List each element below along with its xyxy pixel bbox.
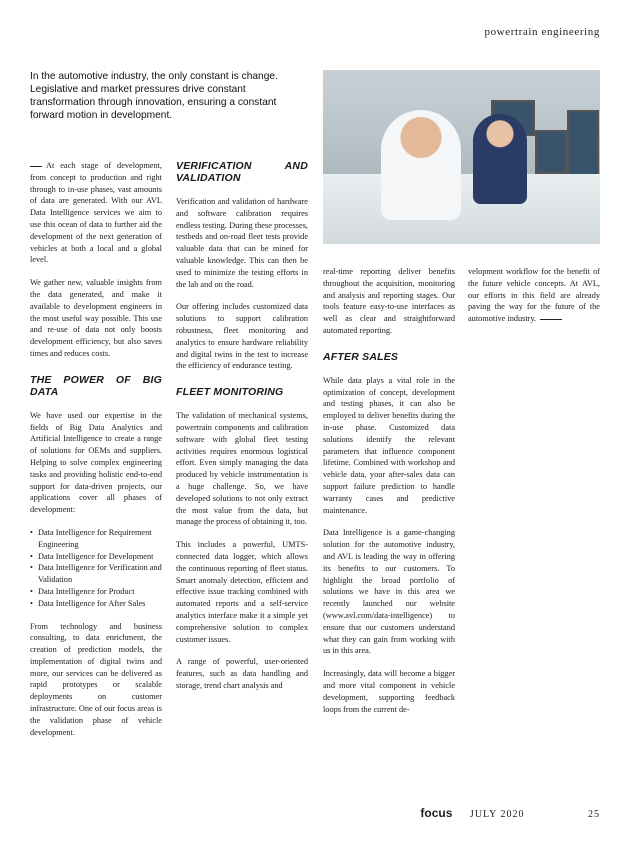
paragraph: The validation of mechanical systems, powertrain components and calibration software with global fleet testing activities requires enormous logistical effort. Even simply managing the data produced by vehicle instrumentation is a huge challenge. So, we have developed solutions to not only extract the most value from the data, but manage the process of obtaining it, too. bbox=[176, 411, 308, 527]
issue-date: JULY 2020 bbox=[469, 809, 525, 820]
paragraph: We gather new, valuable insights from the data generated, and make it available to development engineers in the most useful way possible. This use and re-use of data not only boosts development efficiency, but also saves times and reduces costs. bbox=[30, 278, 162, 358]
bullet-item: • Data Intelligence for After Sales bbox=[30, 598, 162, 610]
heading-fleet: FLEET MONITORING bbox=[176, 386, 284, 399]
bullet-item: • Data Intelligence for Development bbox=[30, 551, 162, 563]
heading-verification: VERIFICATION AND VALIDATION bbox=[176, 160, 308, 184]
paragraph-text: velopment workflow for the benefit of the future vehicle concepts. At AVL, our efforts in this field are already paving the way for the future of the automotive industry. bbox=[468, 267, 600, 324]
column-4 bbox=[468, 266, 600, 336]
paragraph: From technology and business consulting, to data enrichment, the creation of prediction models, the implementation of digital twins and more, our services can be delivered as rapid prototypes or scalable deployments on customer infrastructure. One of our focus areas is the validation phase of vehicle development. bbox=[30, 621, 162, 737]
engineers-photo bbox=[323, 70, 600, 244]
paragraph: Our offering includes customized data solutions to support calibration robustness, fleet monitoring and analytics to ensure hardware reliability and digital twins in the test to increase the efficiency of endurance testing. bbox=[176, 302, 308, 371]
heading-big-data: THE POWER OF BIG DATA bbox=[30, 373, 162, 398]
heading-after-sales: AFTER SALES bbox=[323, 350, 399, 363]
footer bbox=[420, 806, 600, 820]
column-1 bbox=[30, 160, 162, 749]
monitor-2 bbox=[535, 130, 567, 174]
column-2 bbox=[176, 160, 308, 703]
paragraph: Data Intelligence is a game-changing solution for the automotive industry, and AVL is leading the way in offering its benefits to our customers. To highlight the broad portfolio of solutions we have in this area we recently launched our website (www.avl.com/data-intelligence) to ensure that our customers understand what they can gain from working with us in this area. bbox=[323, 528, 455, 656]
paragraph bbox=[30, 160, 162, 266]
desk bbox=[323, 174, 600, 244]
paragraph: A range of powerful, user-oriented features, such as data handling and storage, trend chart analysis and bbox=[176, 657, 308, 690]
paragraph: While data plays a vital role in the optimization of concept, development and testing phases, it can also be employed to deliver benefits during the in-use phase. Customized data solutions identify the relevant parameters that influence component lifetime. Combined with workshop and vehicle data, your after-sales data can support failure prediction to handle warranty cases and predictive maintenance. bbox=[323, 375, 455, 515]
intro-lead: In the automotive industry, the only constant is change. Legislative and market pressures drive constant transformation through innovation, ensuring a constant forward motion in development. bbox=[30, 71, 278, 121]
paragraph bbox=[468, 266, 600, 325]
paragraph: Increasingly, data will become a bigger and more vital component in vehicle development, supporting feedback loops from the current de- bbox=[323, 669, 455, 714]
monitor-3 bbox=[567, 110, 599, 184]
page-number: 25 bbox=[588, 809, 600, 820]
column-3 bbox=[323, 266, 455, 726]
bullet-list bbox=[30, 527, 162, 610]
paragraph: We have used our expertise in the fields of Big Data Analytics and Artificial Intelligence to create a range of solutions for OEMs and suppliers. Helping to solve complex engineering tasks and providing holistic end-to-end support for data-driven projects, our applications cover all phases of development: bbox=[30, 410, 162, 515]
magazine-brand: focus bbox=[420, 806, 453, 820]
bullet-item: • Data Intelligence for Product bbox=[30, 586, 162, 598]
paragraph: This includes a powerful, UMTS-connected data logger, which allows the continuous reporting of fleet status. Smart anomaly detection, efficient and effective issue tracking combined with automated reports and a self-service analytics interface make it a simple yet comprehensive solution to complex customer issues. bbox=[176, 540, 308, 644]
engineer-man bbox=[381, 110, 461, 220]
paragraph-text: At each stage of development, from concept to production and right through to in-use phases, vast amounts of data are generated. With our AVL Data Intelligence services we aim to use this ocean of data to further aid the development of the next generation of vehicles at both a local and a global level. bbox=[30, 161, 162, 265]
section-title: powertrain engineering bbox=[484, 26, 600, 38]
engineer-woman bbox=[473, 114, 527, 204]
end-mark bbox=[540, 319, 562, 320]
paragraph: real-time reporting deliver benefits throughout the acquisition, monitoring and analysis and reporting stages. Our tools feature easy-to-use interfaces as well as clear and straightforward automated reporting. bbox=[323, 267, 455, 335]
paragraph: Verification and validation of hardware and software calibration requires endless testing. During these processes, testbeds and on-road fleet tests provide valuable data that can be mined for valuable knowledge. This can then be used to minimize the testing efforts in the lab and on the road. bbox=[176, 197, 308, 289]
bullet-item: • Data Intelligence for Verification and Validation bbox=[30, 562, 162, 586]
bullet-item: • Data Intelligence for Requirement Engineering bbox=[30, 527, 162, 551]
lead-dash bbox=[30, 166, 42, 167]
